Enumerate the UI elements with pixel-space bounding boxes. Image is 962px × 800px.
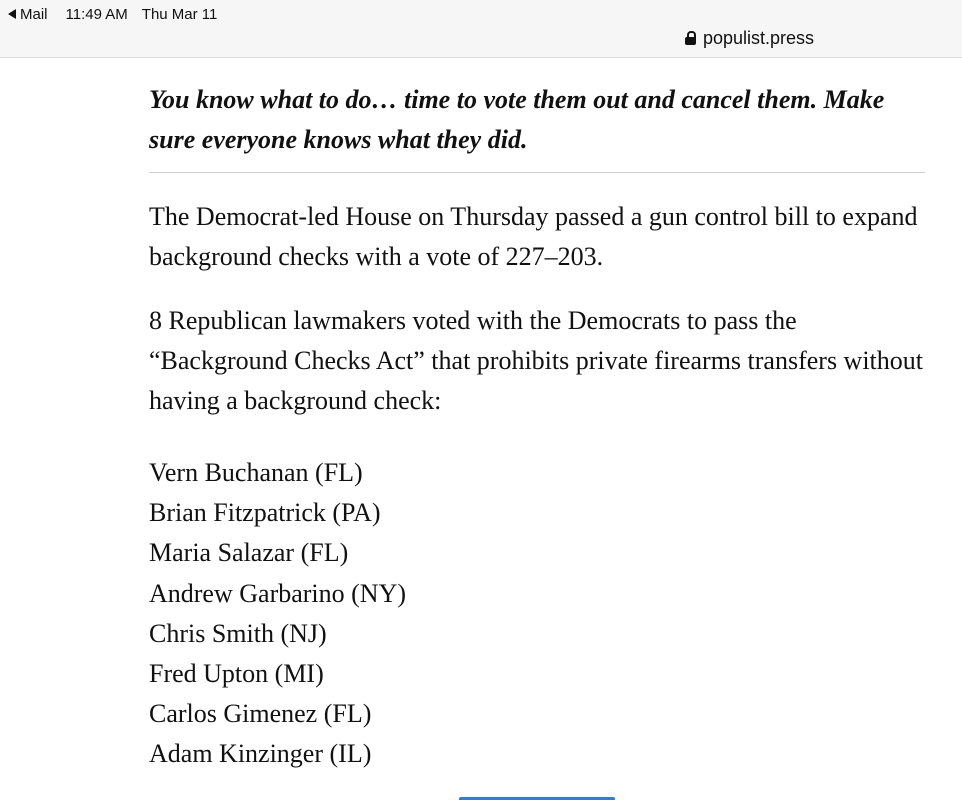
status-time: 11:49 AM xyxy=(65,5,128,23)
status-bar xyxy=(8,4,217,24)
address-bar[interactable] xyxy=(685,26,814,50)
back-label: Mail xyxy=(20,5,48,23)
back-triangle-icon xyxy=(8,9,16,19)
list-item: Carlos Gimenez (FL) xyxy=(149,699,372,729)
article-paragraph-1: The Democrat-led House on Thursday passed a gun control bill to expand background checks with a vote of 227–203. xyxy=(149,202,918,271)
list-item: Maria Salazar (FL) xyxy=(149,538,349,568)
lawmaker-list xyxy=(149,453,925,775)
list-item: Adam Kinzinger (IL) xyxy=(149,739,372,769)
status-date: Thu Mar 11 xyxy=(141,5,218,23)
list-item: Andrew Garbarino (NY) xyxy=(149,578,407,608)
pull-quote: You know what to do… time to vote them out and cancel them. Make sure everyone knows what they did. xyxy=(149,80,925,173)
article-paragraph-2: 8 Republican lawmakers voted with the Democrats to pass the “Background Checks Act” that prohibits private firearms transfers without having a background check: xyxy=(149,306,924,415)
list-item: Chris Smith (NJ) xyxy=(149,618,327,648)
lock-icon xyxy=(685,31,696,45)
article-body xyxy=(149,80,925,775)
list-item: Brian Fitzpatrick (PA) xyxy=(149,498,381,528)
browser-top-bar xyxy=(0,0,962,58)
list-item: Vern Buchanan (FL) xyxy=(149,458,363,487)
list-item: Fred Upton (MI) xyxy=(149,659,324,689)
url-domain: populist.press xyxy=(702,27,814,48)
back-to-mail-button[interactable] xyxy=(8,6,48,23)
